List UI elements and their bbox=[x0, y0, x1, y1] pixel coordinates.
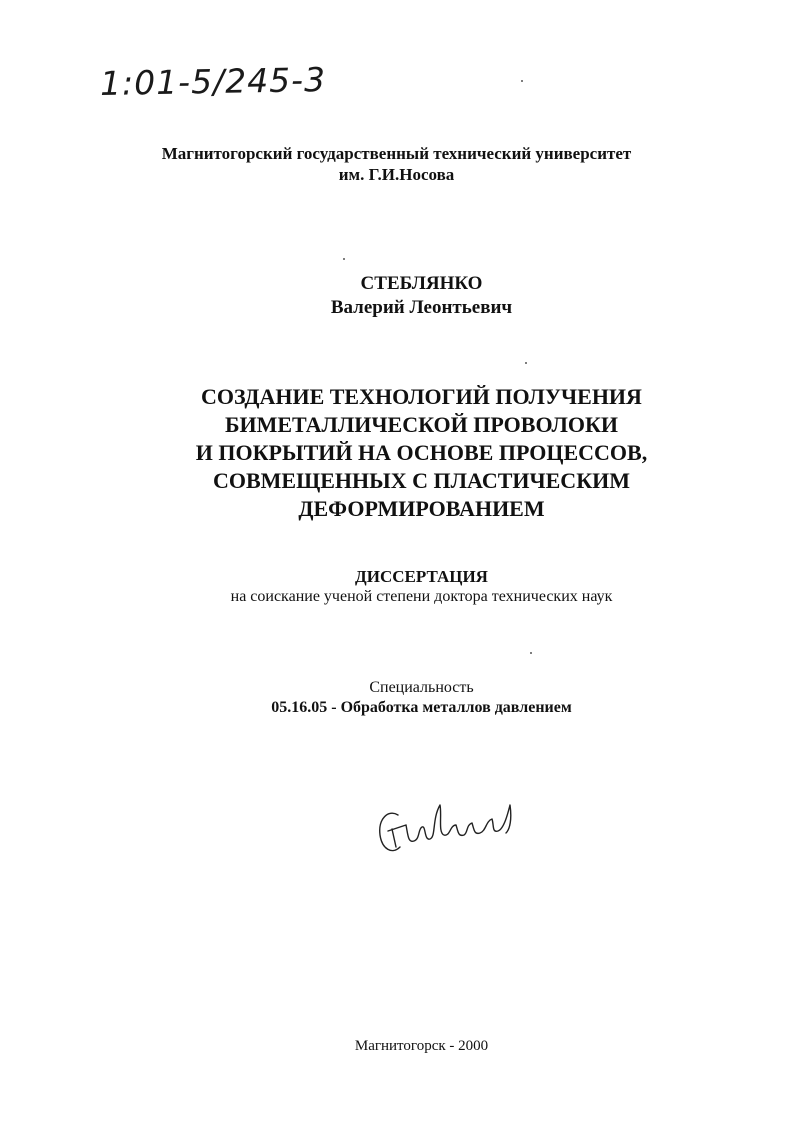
author-name: Валерий Леонтьевич bbox=[330, 297, 513, 318]
scan-speck bbox=[525, 362, 527, 364]
author-block bbox=[25, 272, 793, 320]
inventory-code: 1:01-5/245-3 bbox=[99, 60, 327, 103]
title-line: ДЕФОРМИРОВАНИЕМ bbox=[298, 496, 545, 521]
thesis-type: ДИССЕРТАЦИЯ bbox=[355, 567, 488, 586]
author-signature bbox=[370, 785, 530, 865]
university-block bbox=[0, 143, 793, 185]
university-dedication: им. Г.И.Носова bbox=[338, 165, 455, 184]
specialty-code: 05.16.05 - Обработка металлов давлением bbox=[271, 699, 572, 716]
thesis-purpose: на соискание ученой степени доктора технических наук bbox=[230, 588, 613, 605]
scan-speck bbox=[530, 652, 532, 654]
specialty-label: Специальность bbox=[369, 679, 474, 696]
title-line: СОВМЕЩЕННЫХ С ПЛАСТИЧЕСКИМ bbox=[212, 468, 631, 493]
title-line: СОЗДАНИЕ ТЕХНОЛОГИЙ ПОЛУЧЕНИЯ bbox=[201, 384, 642, 409]
dissertation-title bbox=[25, 383, 793, 523]
title-line: И ПОКРЫТИЙ НА ОСНОВЕ ПРОЦЕССОВ, bbox=[195, 440, 648, 465]
scan-speck bbox=[521, 80, 523, 82]
title-line: БИМЕТАЛЛИЧЕСКОЙ ПРОВОЛОКИ bbox=[224, 412, 619, 437]
scan-speck bbox=[343, 258, 345, 260]
city-year: Магнитогорск - 2000 bbox=[354, 1038, 489, 1054]
specialty-block bbox=[25, 678, 793, 718]
author-surname: СТЕБЛЯНКО bbox=[360, 273, 483, 294]
thesis-block bbox=[25, 567, 793, 607]
university-name: Магнитогорский государственный технический университет bbox=[161, 144, 632, 163]
